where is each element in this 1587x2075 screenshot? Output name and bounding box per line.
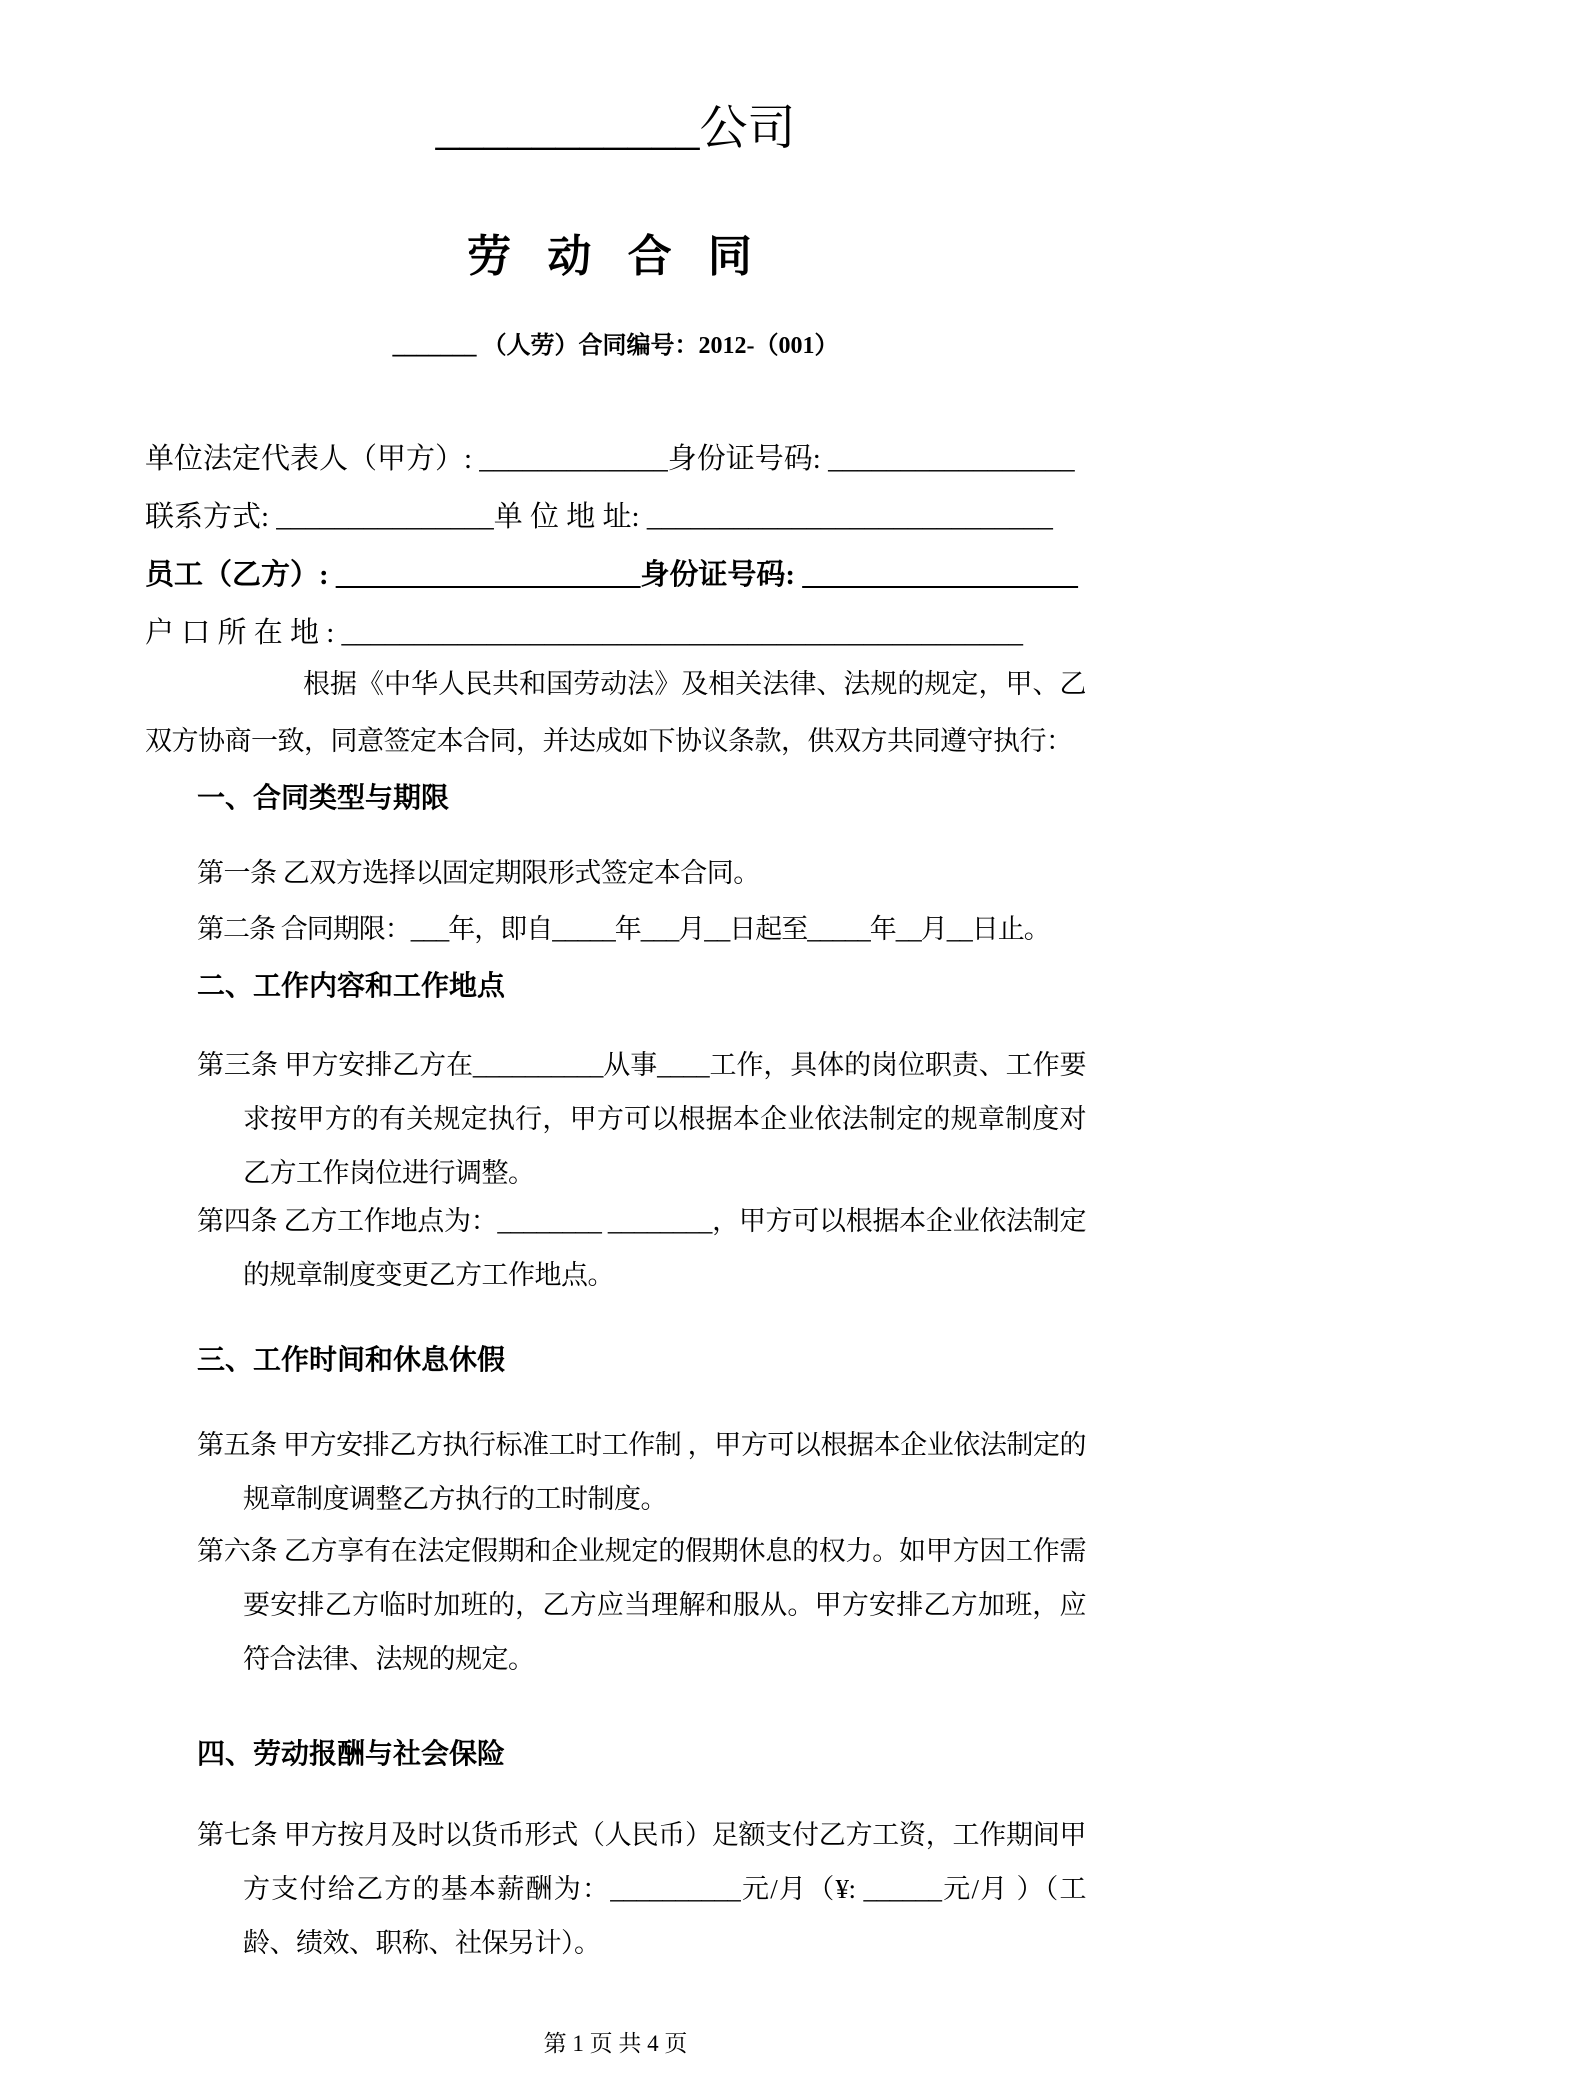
field-row-contact: 联系方式: _______________单 位 地 址: ____________________________	[145, 501, 1053, 533]
contract-number-line: _______ （人劳）合同编号：2012-（001）	[392, 333, 839, 359]
field-row-employee: 员工（乙方）: _____________________身份证号码: ___________________	[145, 559, 1078, 591]
clause-article-6: 第六条 乙方享有在法定假期和企业规定的假期休息的权力。如甲方因工作需要安排乙方临时加班的，乙方应当理解和服从。甲方安排乙方加班，应符合法律、法规的规定。	[197, 1536, 1086, 1674]
preamble-paragraph: 根据《中华人民共和国劳动法》及相关法律、法规的规定，甲、乙双方协商一致，同意签定本合同，并达成如下协议条款，供双方共同遵守执行：	[145, 669, 1086, 756]
clause-article-3: 第三条 甲方安排乙方在__________从事____工作，具体的岗位职责、工作要求按甲方的有关规定执行，甲方可以根据本企业依法制定的规章制度对乙方工作岗位进行调整。	[197, 1050, 1086, 1188]
clause-article-4: 第四条 乙方工作地点为：________ ________，甲方可以根据本企业依法制定的规章制度变更乙方工作地点。	[197, 1206, 1086, 1290]
page-number-footer: 第 1 页 共 4 页	[543, 2031, 688, 2056]
section-heading-contract-type: 一、合同类型与期限	[197, 783, 450, 814]
section-heading-compensation: 四、劳动报酬与社会保险	[197, 1739, 506, 1770]
clause-article-2: 第二条 合同期限：___年，即自_____年___月__日起至_____年__月__日止。	[197, 914, 1050, 944]
section-heading-work-hours: 三、工作时间和休息休假	[197, 1345, 506, 1376]
contract-body	[145, 0, 1086, 2060]
field-row-legal-representative: 单位法定代表人（甲方）: _____________身份证号码: _________________	[145, 443, 1075, 475]
clause-article-1: 第一条 乙双方选择以固定期限形式签定本合同。	[197, 858, 760, 888]
party-info-section	[145, 430, 1086, 662]
company-title-line: ___________公司	[435, 102, 796, 155]
clause-article-5: 第五条 甲方安排乙方执行标准工时工作制 ，甲方可以根据本企业依法制定的规章制度调整乙方执行的工时制度。	[197, 1430, 1086, 1514]
clause-article-7: 第七条 甲方按月及时以货币形式（人民币）足额支付乙方工资，工作期间甲方支付给乙方的基本薪酬为：__________元/月（¥: ______元/月 ）（工龄、绩效、职称、社保另计）。	[197, 1820, 1086, 1958]
field-row-residence: 户 口 所 在 地 : _______________________________________________	[145, 617, 1024, 649]
document-title: 劳 动 合 同	[467, 232, 764, 281]
section-heading-work-content: 二、工作内容和工作地点	[197, 971, 506, 1002]
